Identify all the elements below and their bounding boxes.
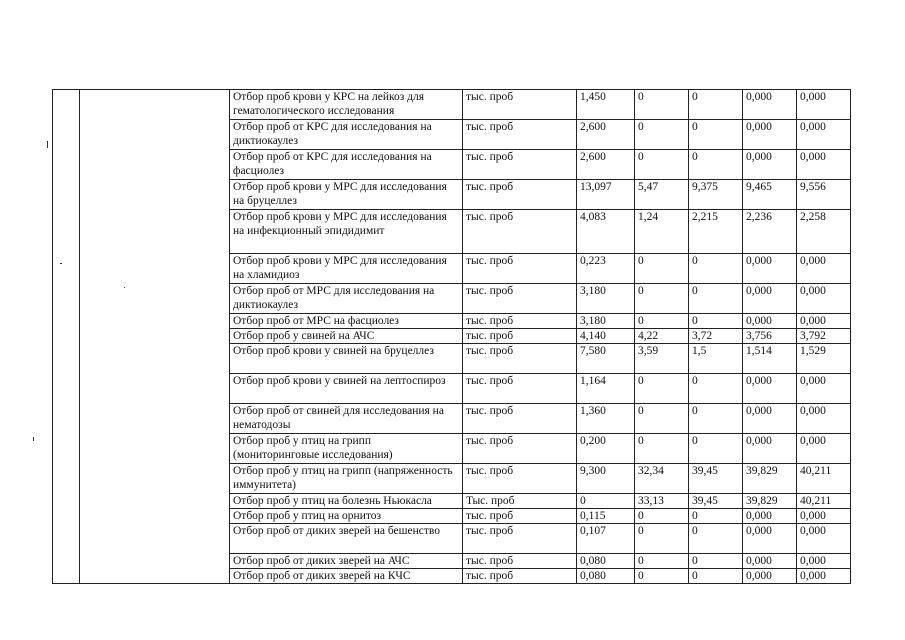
value-cell: 0	[689, 254, 743, 284]
procedure-name: Отбор проб от МРС на фасциолез	[230, 314, 463, 329]
value-cell: 1,5	[689, 344, 743, 374]
value-cell: 0	[689, 374, 743, 404]
quantity-cell: 4,083	[577, 210, 635, 254]
unit-cell: тыс. проб	[463, 284, 577, 314]
value-cell: 0,000	[797, 314, 851, 329]
quantity-cell: 1,164	[577, 374, 635, 404]
value-cell: 0	[689, 524, 743, 554]
value-cell: 0,000	[743, 254, 797, 284]
scan-mark	[60, 263, 62, 264]
quantity-cell: 9,300	[577, 464, 635, 494]
value-cell: 0	[635, 254, 689, 284]
procedure-name: Отбор проб от КРС для исследования на фасциолез	[230, 150, 463, 180]
value-cell: 0	[689, 434, 743, 464]
value-cell: 0,000	[797, 569, 851, 584]
unit-cell: тыс. проб	[463, 404, 577, 434]
procedure-name: Отбор проб от МРС для исследования на диктиокаулез	[230, 284, 463, 314]
unit-cell: тыс. проб	[463, 210, 577, 254]
value-cell: 39,829	[743, 464, 797, 494]
value-cell: 0	[635, 434, 689, 464]
value-cell: 1,529	[797, 344, 851, 374]
quantity-cell: 13,097	[577, 180, 635, 210]
value-cell: 0,000	[797, 509, 851, 524]
unit-cell: тыс. проб	[463, 90, 577, 120]
quantity-cell: 7,580	[577, 344, 635, 374]
quantity-cell: 0,115	[577, 509, 635, 524]
value-cell: 0	[689, 150, 743, 180]
quantity-cell: 0,107	[577, 524, 635, 554]
unit-cell: тыс. проб	[463, 344, 577, 374]
value-cell: 40,211	[797, 464, 851, 494]
value-cell: 0,000	[797, 554, 851, 569]
procedure-name: Отбор проб крови у свиней на бруцеллез	[230, 344, 463, 374]
value-cell: 0,000	[743, 90, 797, 120]
value-cell: 0,000	[797, 90, 851, 120]
quantity-cell: 0,200	[577, 434, 635, 464]
quantity-cell: 2,600	[577, 150, 635, 180]
value-cell: 0	[689, 120, 743, 150]
value-cell: 40,211	[797, 494, 851, 509]
value-cell: 0	[689, 404, 743, 434]
value-cell: 0	[635, 404, 689, 434]
value-cell: 0	[635, 284, 689, 314]
procedure-name: Отбор проб крови у МРС для исследования на хламидиоз	[230, 254, 463, 284]
value-cell: 32,34	[635, 464, 689, 494]
blank-section-column	[80, 90, 230, 584]
value-cell: 0	[635, 120, 689, 150]
value-cell: 0	[635, 524, 689, 554]
quantity-cell: 1,450	[577, 90, 635, 120]
value-cell: 0	[635, 569, 689, 584]
procedure-name: Отбор проб у свиней на АЧС	[230, 329, 463, 344]
value-cell: 0	[689, 509, 743, 524]
value-cell: 9,556	[797, 180, 851, 210]
scan-mark	[47, 141, 48, 148]
quantity-cell: 3,180	[577, 314, 635, 329]
unit-cell: тыс. проб	[463, 569, 577, 584]
value-cell: 0	[635, 90, 689, 120]
quantity-cell: 0,080	[577, 569, 635, 584]
value-cell: 0	[689, 90, 743, 120]
value-cell: 3,756	[743, 329, 797, 344]
value-cell: 0,000	[743, 150, 797, 180]
unit-cell: тыс. проб	[463, 464, 577, 494]
blank-index-column	[53, 90, 80, 584]
procedure-name: Отбор проб крови у МРС для исследования на бруцеллез	[230, 180, 463, 210]
value-cell: 0	[635, 314, 689, 329]
value-cell: 3,59	[635, 344, 689, 374]
scan-mark	[124, 287, 125, 288]
value-cell: 39,45	[689, 494, 743, 509]
value-cell: 0,000	[797, 404, 851, 434]
quantity-cell: 0	[577, 494, 635, 509]
unit-cell: тыс. проб	[463, 180, 577, 210]
value-cell: 1,24	[635, 210, 689, 254]
value-cell: 0,000	[797, 254, 851, 284]
procedure-name: Отбор проб у птиц на орнитоз	[230, 509, 463, 524]
unit-cell: тыс. проб	[463, 254, 577, 284]
value-cell: 0,000	[797, 150, 851, 180]
unit-cell: тыс. проб	[463, 374, 577, 404]
value-cell: 0	[689, 314, 743, 329]
procedure-name: Отбор проб крови у КРС на лейкоз для гематологического исследования	[230, 90, 463, 120]
value-cell: 0,000	[743, 434, 797, 464]
procedure-name: Отбор проб от диких зверей на бешенство	[230, 524, 463, 554]
scan-mark	[33, 437, 34, 441]
unit-cell: тыс. проб	[463, 314, 577, 329]
value-cell: 0,000	[743, 554, 797, 569]
value-cell: 0,000	[797, 374, 851, 404]
value-cell: 0,000	[743, 314, 797, 329]
value-cell: 4,22	[635, 329, 689, 344]
unit-cell: тыс. проб	[463, 329, 577, 344]
value-cell: 0	[689, 284, 743, 314]
procedure-name: Отбор проб от свиней для исследования на нематодозы	[230, 404, 463, 434]
quantity-cell: 3,180	[577, 284, 635, 314]
value-cell: 2,258	[797, 210, 851, 254]
value-cell: 0,000	[797, 120, 851, 150]
procedure-name: Отбор проб от КРС для исследования на диктиокаулез	[230, 120, 463, 150]
value-cell: 5,47	[635, 180, 689, 210]
value-cell: 0,000	[743, 524, 797, 554]
value-cell: 0,000	[743, 374, 797, 404]
quantity-cell: 4,140	[577, 329, 635, 344]
table-row	[53, 90, 851, 120]
value-cell: 1,514	[743, 344, 797, 374]
value-cell: 0,000	[743, 284, 797, 314]
quantity-cell: 1,360	[577, 404, 635, 434]
value-cell: 39,829	[743, 494, 797, 509]
value-cell: 9,465	[743, 180, 797, 210]
value-cell: 2,236	[743, 210, 797, 254]
unit-cell: тыс. проб	[463, 509, 577, 524]
procedure-name: Отбор проб от диких зверей на АЧС	[230, 554, 463, 569]
value-cell: 0,000	[743, 509, 797, 524]
value-cell: 0	[689, 554, 743, 569]
value-cell: 0,000	[797, 284, 851, 314]
unit-cell: тыс. проб	[463, 434, 577, 464]
value-cell: 2,215	[689, 210, 743, 254]
samples-table	[52, 89, 851, 584]
unit-cell: тыс. проб	[463, 524, 577, 554]
value-cell: 3,72	[689, 329, 743, 344]
value-cell: 0,000	[797, 434, 851, 464]
value-cell: 33,13	[635, 494, 689, 509]
value-cell: 0	[635, 554, 689, 569]
value-cell: 0,000	[743, 404, 797, 434]
value-cell: 3,792	[797, 329, 851, 344]
unit-cell: Тыс. проб	[463, 494, 577, 509]
quantity-cell: 2,600	[577, 120, 635, 150]
unit-cell: тыс. проб	[463, 150, 577, 180]
quantity-cell: 0,080	[577, 554, 635, 569]
value-cell: 0	[635, 509, 689, 524]
procedure-name: Отбор проб у птиц на грипп (напряженность иммунитета)	[230, 464, 463, 494]
value-cell: 0,000	[743, 120, 797, 150]
procedure-name: Отбор проб у птиц на грипп (мониторинговые исследования)	[230, 434, 463, 464]
value-cell: 0,000	[743, 569, 797, 584]
value-cell: 9,375	[689, 180, 743, 210]
value-cell: 0,000	[797, 524, 851, 554]
procedure-name: Отбор проб от диких зверей на КЧС	[230, 569, 463, 584]
unit-cell: тыс. проб	[463, 554, 577, 569]
value-cell: 0	[635, 150, 689, 180]
unit-cell: тыс. проб	[463, 120, 577, 150]
value-cell: 0	[635, 374, 689, 404]
procedure-name: Отбор проб крови у МРС для исследования на инфекционный эпидидимит	[230, 210, 463, 254]
quantity-cell: 0,223	[577, 254, 635, 284]
value-cell: 0	[689, 569, 743, 584]
procedure-name: Отбор проб у птиц на болезнь Ньюкасла	[230, 494, 463, 509]
procedure-name: Отбор проб крови у свиней на лептоспироз	[230, 374, 463, 404]
value-cell: 39,45	[689, 464, 743, 494]
